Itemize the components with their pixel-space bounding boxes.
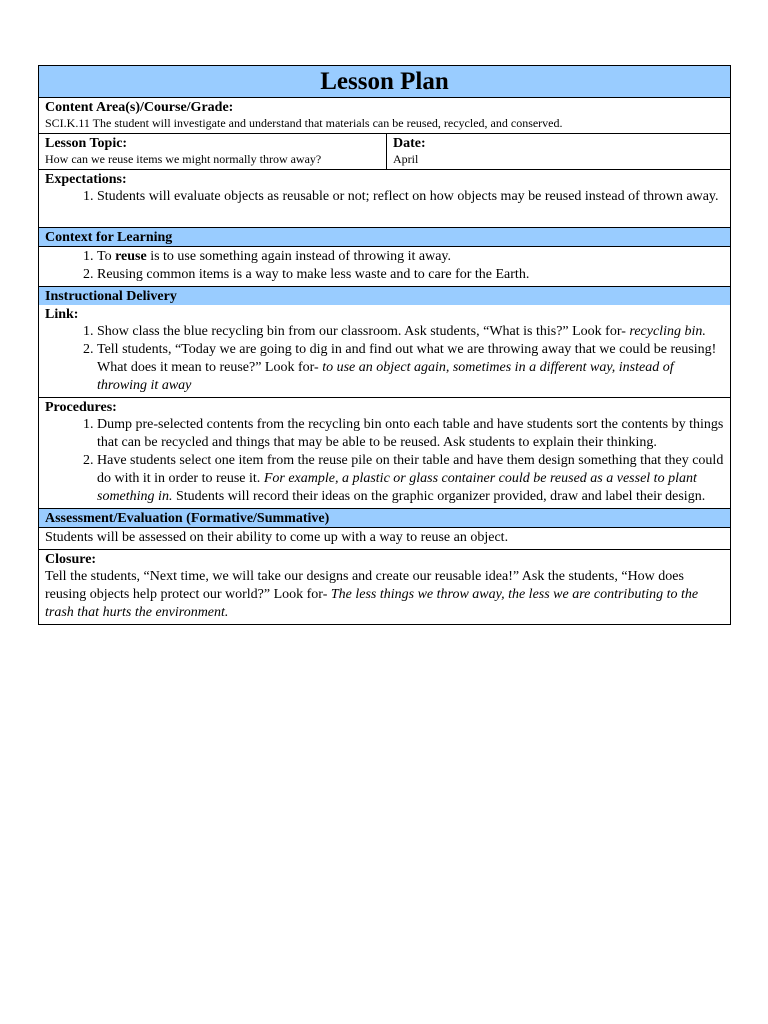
list-item	[97, 248, 724, 266]
date-section	[387, 134, 730, 169]
context-item-bold: reuse	[115, 249, 147, 264]
expectations-section	[39, 169, 730, 227]
topic-label: Lesson Topic:	[45, 136, 128, 151]
content-area-text: SCI.K.11 The student will investigate and understand that materials can be reused, recycled, and conserved.	[45, 116, 563, 130]
context-list	[45, 248, 724, 284]
closure-label: Closure:	[45, 552, 97, 567]
expectations-list	[45, 188, 724, 206]
link-item-text: Show class the blue recycling bin from our classroom. Ask students, “What is this?” Look for-	[97, 324, 630, 339]
procedure-item-italic: For example, a plastic or glass container could be reused as a vessel to plant something in.	[97, 471, 697, 504]
date-text: April	[393, 152, 419, 166]
list-item	[97, 323, 724, 341]
closure-section	[39, 549, 730, 624]
assessment-text: Students will be assessed on their ability to come up with a way to reuse an object.	[39, 527, 730, 549]
list-item	[97, 452, 724, 506]
link-item-text: Tell students, “Today we are going to dig in and find out what we are throwing away that we could be reusing! What does it mean to reuse?” Look for-	[97, 342, 717, 375]
topic-text: How can we reuse items we might normally throw away?	[45, 152, 322, 166]
closure-text	[45, 568, 724, 622]
procedure-item-text: Students will record their ideas on the graphic organizer provided, draw and label their design.	[172, 489, 706, 504]
context-item-text: To	[97, 249, 116, 264]
context-item-text: is to use something again instead of throwing it away.	[146, 249, 452, 264]
delivery-heading: Instructional Delivery	[39, 286, 730, 305]
procedures-section	[39, 397, 730, 508]
link-section	[39, 305, 730, 397]
content-area-section	[39, 97, 730, 133]
procedures-label: Procedures:	[45, 400, 117, 415]
closure-plain: Tell the students, “Next time, we will take our designs and create our reusable idea!” Ask the students, “How does reusing objects help protect our world?” Look for-	[45, 569, 684, 602]
topic-date-row	[39, 133, 730, 169]
lesson-plan-table	[38, 65, 731, 625]
list-item: 2. Reusing common items is a way to make less waste and to care for the Earth.	[97, 266, 724, 284]
link-item-italic: to use an object again, sometimes in a different way, instead of throwing it away	[97, 360, 674, 393]
assessment-heading: Assessment/Evaluation (Formative/Summative)	[39, 508, 730, 527]
date-label: Date:	[393, 136, 426, 151]
expectations-label: Expectations:	[45, 172, 127, 187]
link-list	[45, 323, 724, 395]
closure-italic: The less things we throw away, the less we are contributing to the trash that hurts the environment.	[45, 587, 699, 620]
content-area-label: Content Area(s)/Course/Grade:	[45, 100, 234, 115]
page-title: Lesson Plan	[39, 66, 730, 97]
context-heading: Context for Learning	[39, 227, 730, 246]
link-item-italic: recycling bin.	[629, 324, 706, 339]
context-section	[39, 246, 730, 286]
topic-section	[39, 134, 387, 169]
procedures-list	[45, 416, 724, 506]
link-label: Link:	[45, 307, 79, 322]
procedure-item-text: Have students select one item from the reuse pile on their table and have them design something that they could do with it in order to reuse it.	[97, 453, 724, 486]
list-item	[97, 341, 724, 395]
list-item: 1. Students will evaluate objects as reusable or not; reflect on how objects may be reused instead of thrown away.	[97, 188, 724, 206]
list-item: 1. Dump pre-selected contents from the recycling bin onto each table and have students sort the contents by things that can be recycled and things that may be able to be reused. Ask students to explain their thinking.	[97, 416, 724, 452]
